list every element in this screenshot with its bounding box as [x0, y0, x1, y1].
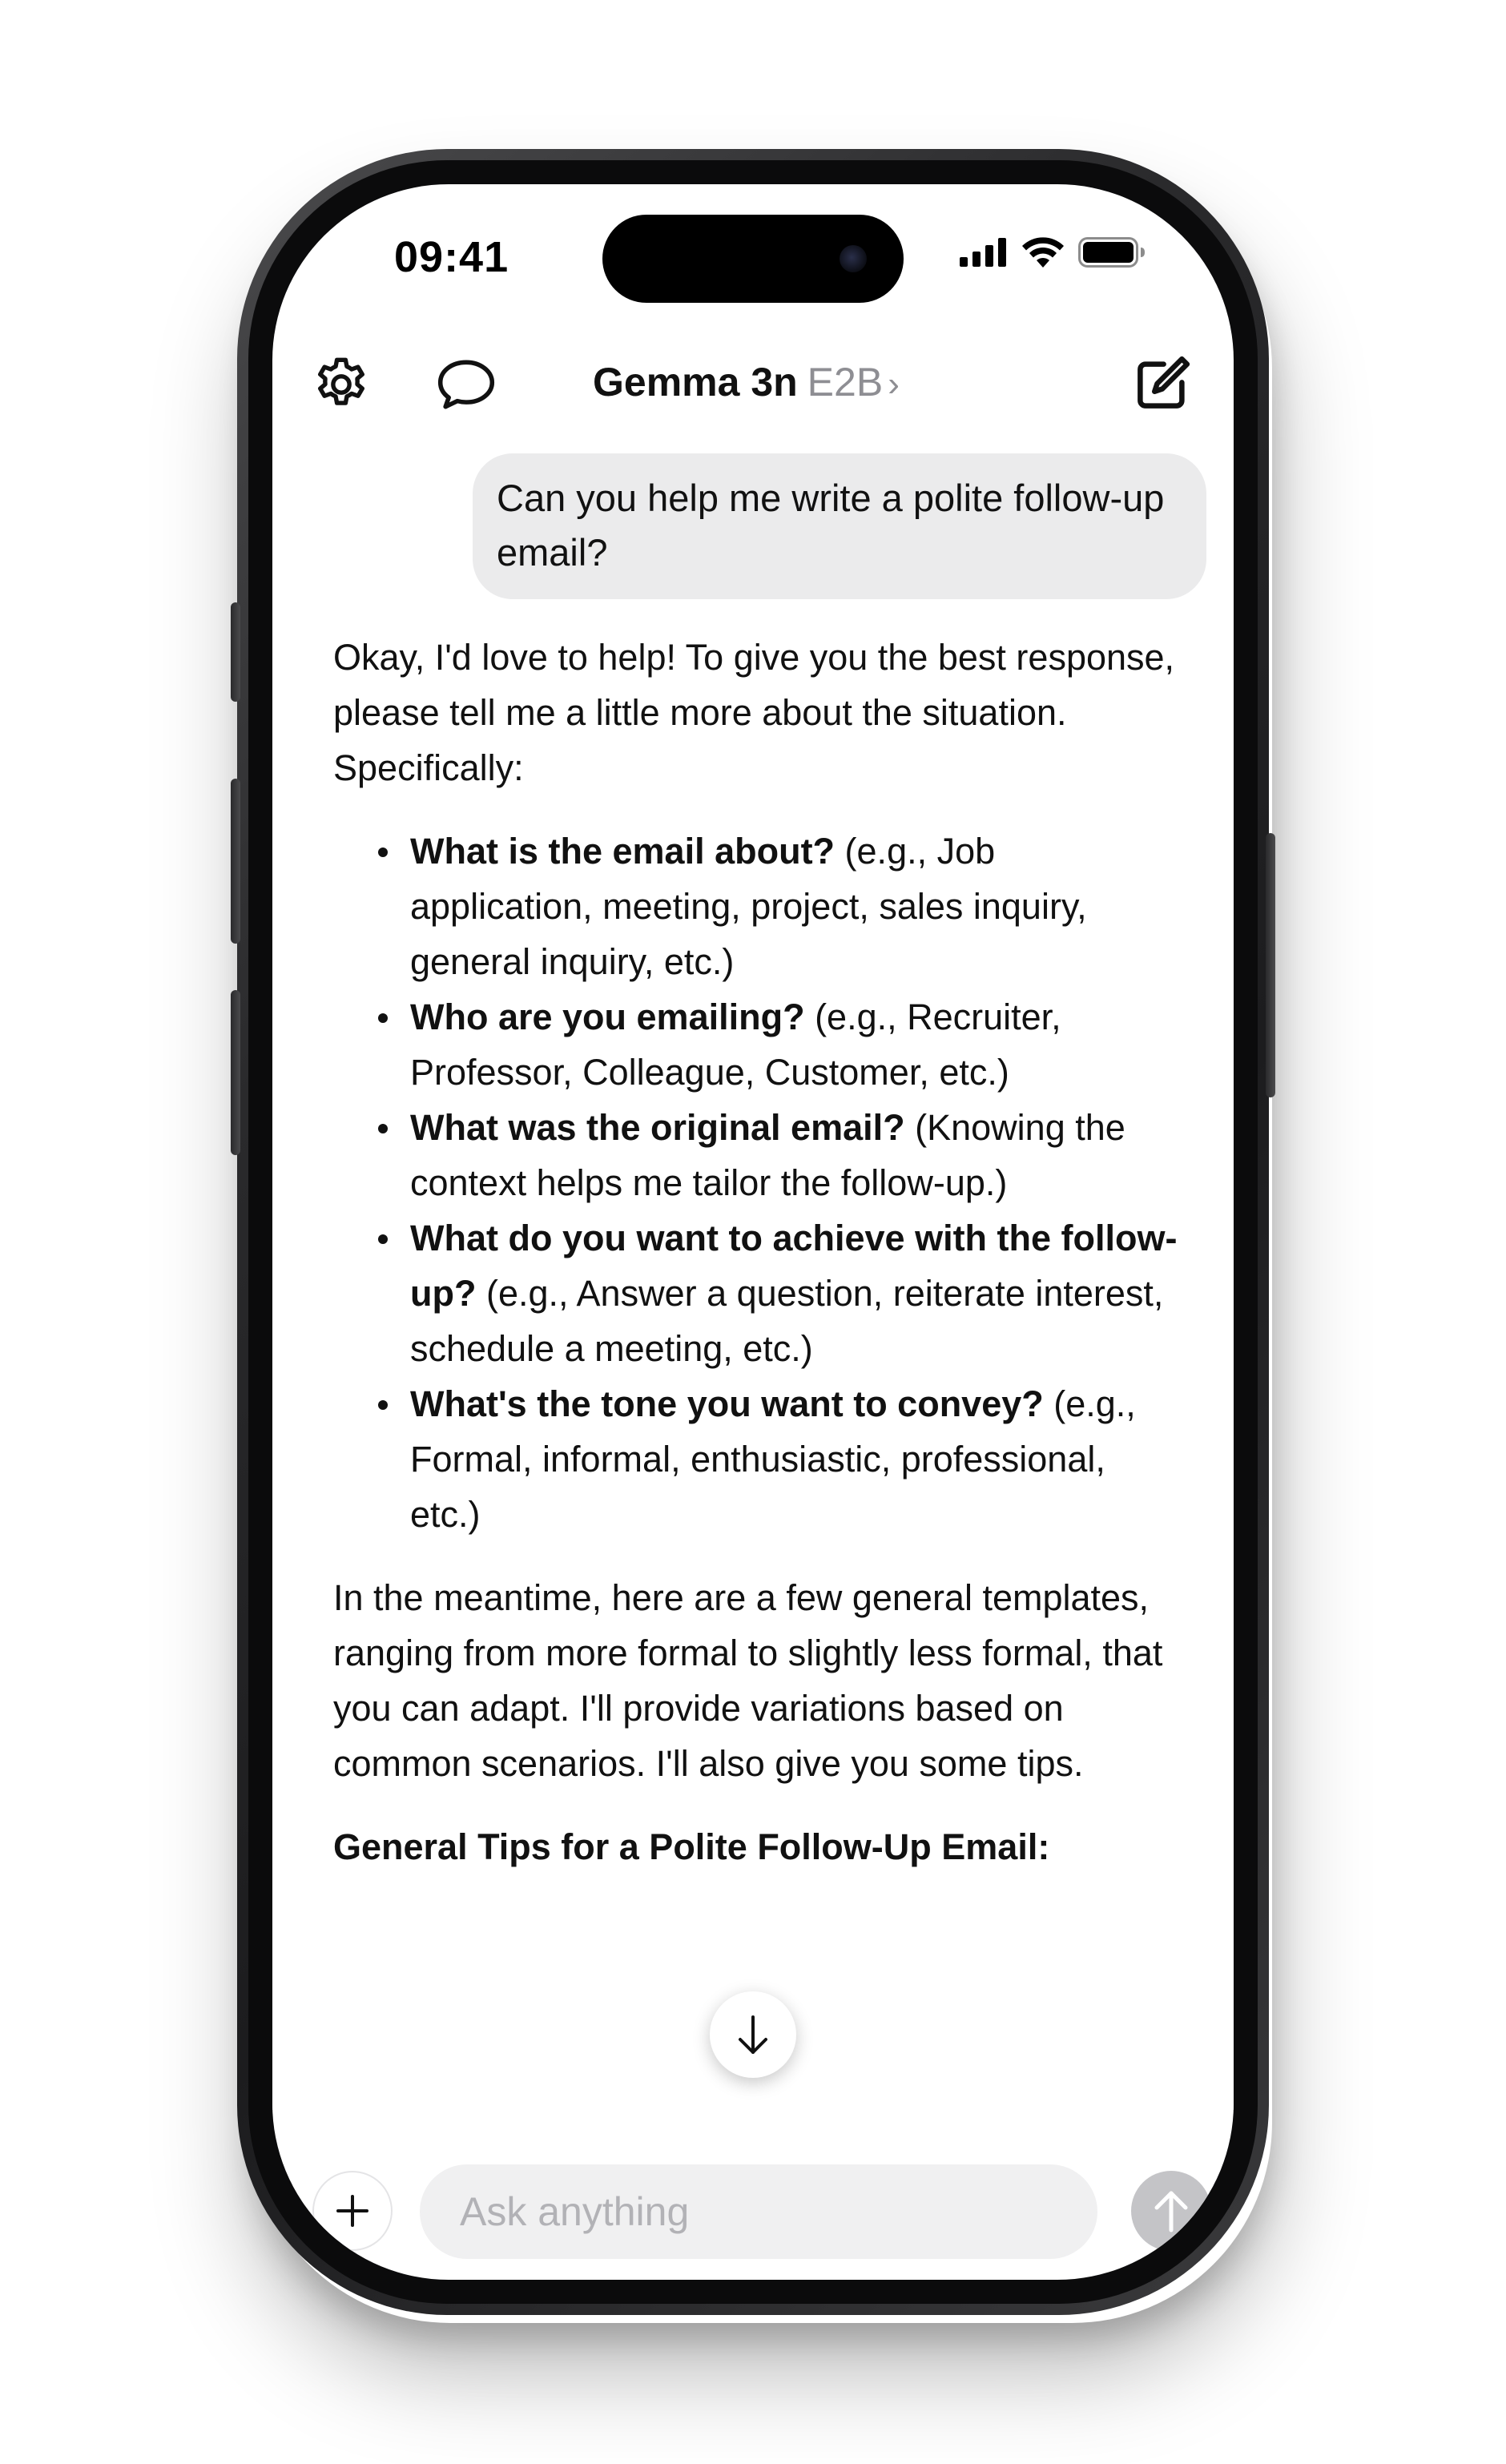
model-name: Gemma 3n	[593, 360, 798, 405]
list-item-bold: What is the email about?	[410, 831, 836, 872]
arrow-down-icon	[710, 1991, 796, 2078]
chevron-right-icon: ›	[888, 364, 900, 404]
list-item-bold: What's the tone you want to convey?	[410, 1383, 1044, 1424]
dynamic-island	[602, 215, 904, 303]
attach-button[interactable]	[312, 2171, 393, 2251]
wifi-icon	[1022, 237, 1064, 268]
list-item	[410, 1100, 1182, 1210]
plus-icon	[314, 2172, 391, 2249]
list-item-text: (Knowing the context helps me tailor the follow-up.)	[410, 1107, 1125, 1203]
cellular-signal-icon	[960, 238, 1008, 267]
assistant-intro: Okay, I'd love to help! To give you the best response, please tell me a little more about the situation. Specifically:	[333, 637, 1175, 788]
assistant-meantime: In the meantime, here are a few general templates, ranging from more formal to slightly less formal, that you can adapt. I'll provide variations based on common scenarios. I'll also give you some tips.	[333, 1577, 1163, 1784]
front-camera-icon	[840, 245, 867, 272]
assistant-message	[333, 630, 1182, 1874]
question-list	[333, 823, 1182, 1542]
list-item-text: (e.g., Formal, informal, enthusiastic, professional, etc.)	[410, 1383, 1136, 1535]
list-item-bold: Who are you emailing?	[410, 996, 805, 1037]
message-input[interactable]	[420, 2164, 1097, 2259]
status-icons	[960, 237, 1146, 268]
volume-up-button[interactable]	[231, 779, 240, 944]
tips-heading: General Tips for a Polite Follow-Up Email:	[333, 1826, 1050, 1867]
gear-icon[interactable]	[311, 354, 372, 415]
list-item-bold: What was the original email?	[410, 1107, 905, 1148]
list-item-text: (e.g., Recruiter, Professor, Colleague, Customer, etc.)	[410, 996, 1061, 1093]
phone-screen	[272, 184, 1234, 2280]
scroll-to-bottom-button[interactable]	[710, 1991, 796, 2078]
user-message-bubble: Can you help me write a polite follow-up email?	[473, 453, 1206, 599]
volume-down-button[interactable]	[231, 990, 240, 1155]
send-button[interactable]	[1131, 2171, 1211, 2251]
chat-bubble-icon[interactable]	[434, 354, 498, 415]
action-button[interactable]	[231, 602, 240, 702]
list-item	[410, 1210, 1182, 1376]
list-item-text: (e.g., Answer a question, reiterate interest, schedule a meeting, etc.)	[410, 1273, 1164, 1369]
list-item	[410, 823, 1182, 989]
top-nav	[272, 336, 1234, 425]
list-item	[410, 989, 1182, 1100]
model-variant: E2B	[807, 360, 884, 405]
battery-icon	[1078, 237, 1146, 268]
compose-icon[interactable]	[1131, 352, 1194, 415]
model-selector[interactable]	[593, 359, 900, 405]
status-time: 09:41	[394, 233, 509, 281]
list-item	[410, 1376, 1182, 1542]
list-item-text: (e.g., Job application, meeting, project, sales inquiry, general inquiry, etc.)	[410, 831, 1087, 982]
list-item-bold: What do you want to achieve with the follow-up?	[410, 1218, 1178, 1314]
arrow-up-icon	[1131, 2171, 1211, 2251]
side-power-button[interactable]	[1266, 833, 1275, 1097]
